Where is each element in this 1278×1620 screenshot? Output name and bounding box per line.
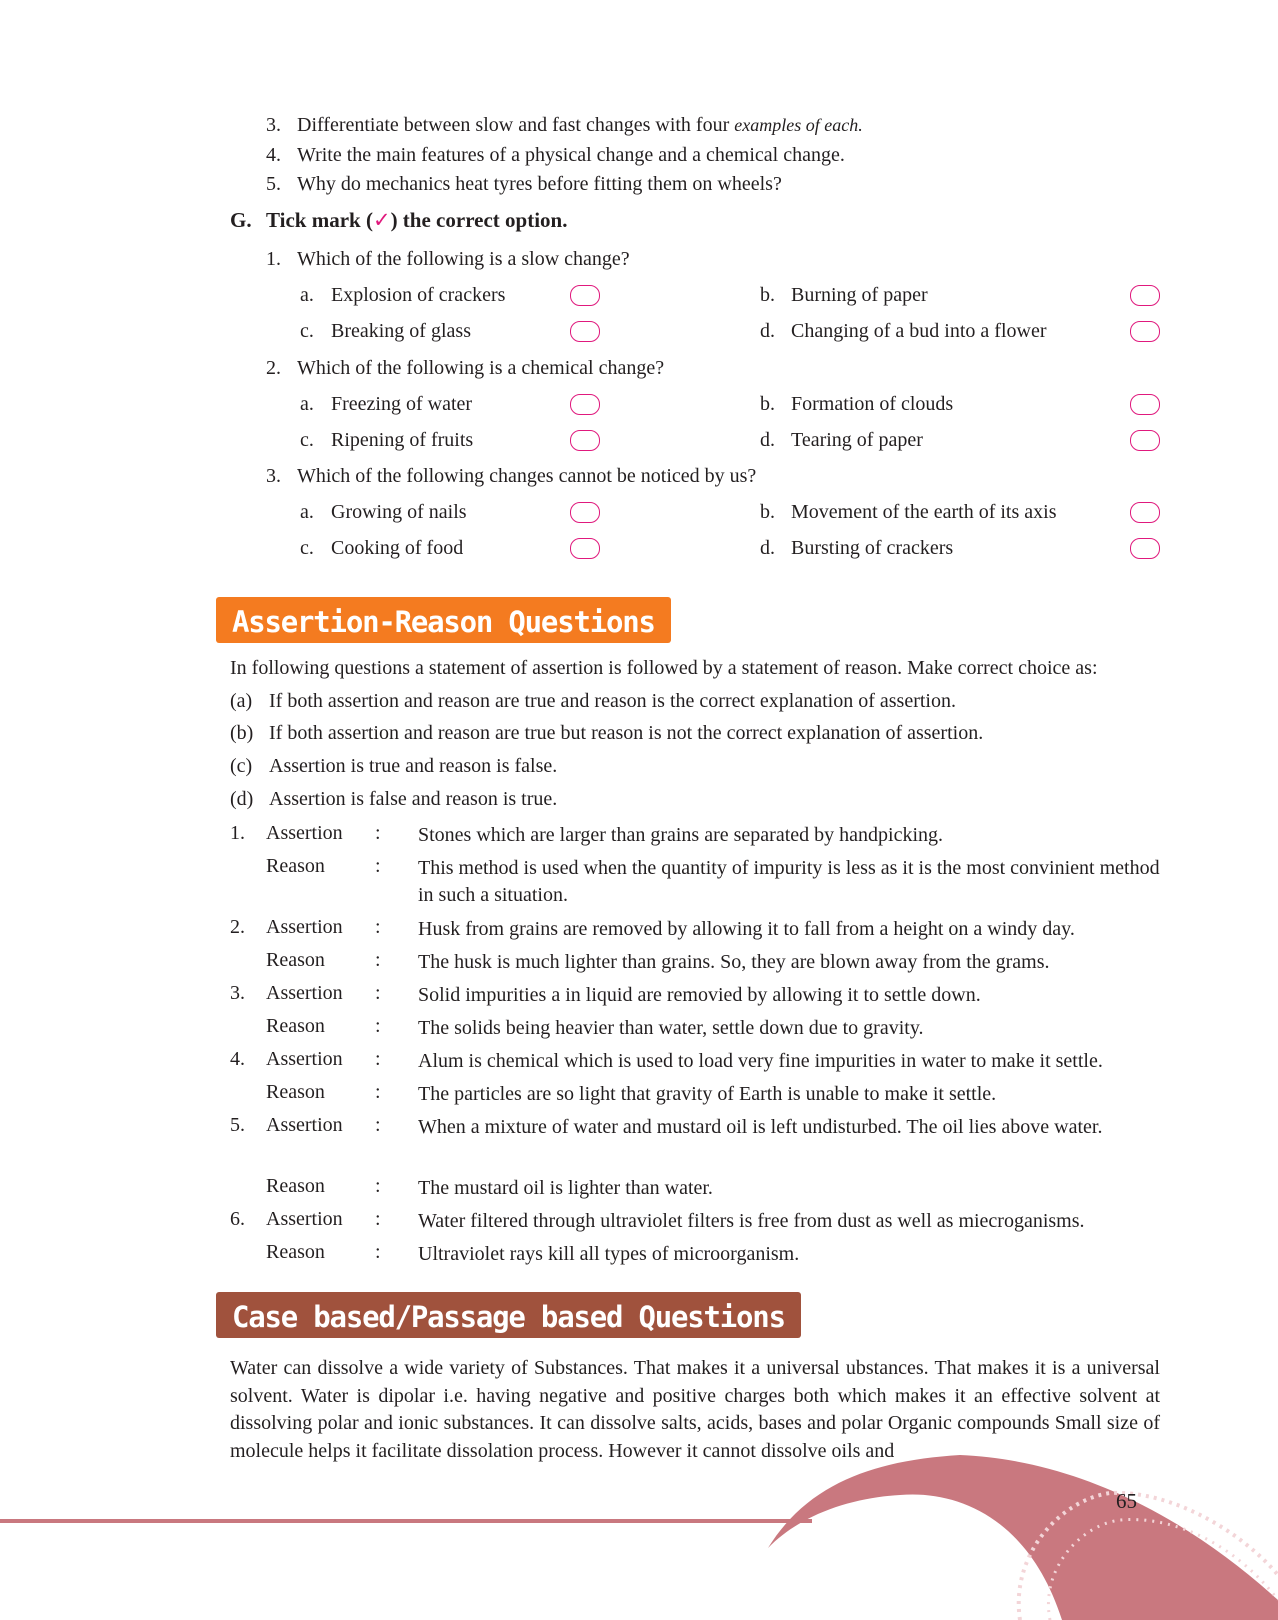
choice-item: (d) Assertion is false and reason is true. <box>230 788 558 810</box>
mcq-question: 3. Which of the following changes cannot be noticed by us? <box>266 465 757 487</box>
mcq-question: 2. Which of the following is a chemical change? <box>266 357 665 379</box>
mcq-option: c. Cooking of food <box>300 537 464 559</box>
mcq-option: a. Freezing of water <box>300 393 473 415</box>
section-g-title: G. Tick mark (✓) the correct option. <box>230 208 568 232</box>
question-item: 3. Differentiate between slow and fast changes with four examples of each. <box>266 114 863 136</box>
question-item: 5. Why do mechanics heat tyres before fitting them on wheels? <box>266 173 782 195</box>
mcq-question: 1. Which of the following is a slow change? <box>266 248 630 270</box>
mcq-option: b. Movement of the earth of its axis <box>760 501 1057 523</box>
choice-item: (c) Assertion is true and reason is false. <box>230 755 558 777</box>
case-based-heading: Case based/Passage based Questions <box>216 1292 801 1338</box>
footer-arc <box>768 1455 1278 1620</box>
mcq-option: d. Changing of a bud into a flower <box>760 320 1047 342</box>
mcq-option: d. Bursting of crackers <box>760 537 954 559</box>
mcq-option: c. Ripening of fruits <box>300 429 474 451</box>
page-number: 65 <box>1116 1489 1137 1513</box>
footer-rule <box>0 1519 812 1523</box>
mcq-option: b. Burning of paper <box>760 284 928 306</box>
mcq-option: b. Formation of clouds <box>760 393 954 415</box>
assertion-reason-heading: Assertion-Reason Questions <box>216 597 671 643</box>
tick-mark-icon: ✓ <box>372 208 391 232</box>
mcq-option: a. Explosion of crackers <box>300 284 506 306</box>
assertion-reason-intro: In following questions a statement of assertion is followed by a statement of reason. Make correct choice as: <box>230 657 1098 679</box>
choice-item: (b) If both assertion and reason are true but reason is not the correct explanation of assertion. <box>230 722 984 744</box>
case-passage: Water can dissolve a wide variety of Substances. That makes it a universal ubstances. That makes it is a universal solvent. Water is dipolar i.e. having negative and positive charges both which makes it an effective solvent at dissolving polar and ionic substances. It can dissolve salts, acids, bases and polar Organic compounds Small size of molecule helps it facilitate dissolation process. However it cannot dissolve oils and <box>230 1357 1160 1462</box>
mcq-option: c. Breaking of glass <box>300 320 471 342</box>
question-item: 4. Write the main features of a physical change and a chemical change. <box>266 144 845 166</box>
mcq-option: a. Growing of nails <box>300 501 467 523</box>
mcq-option: d. Tearing of paper <box>760 429 923 451</box>
choice-item: (a) If both assertion and reason are true and reason is the correct explanation of assertion. <box>230 690 956 712</box>
